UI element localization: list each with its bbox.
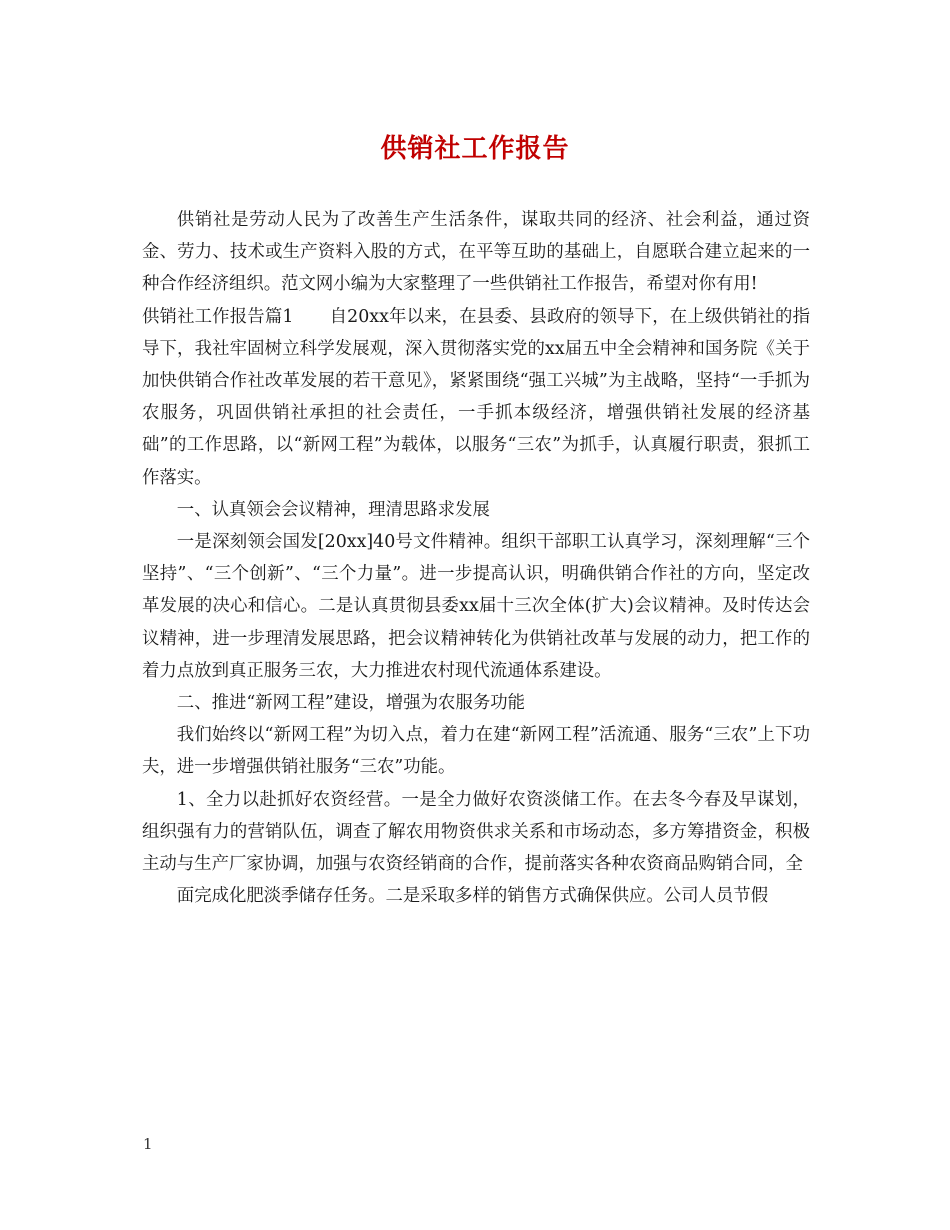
item-1-paragraph: 1、全力以赴抓好农资经营。一是全力做好农资淡储工作。在去冬今春及早谋划，组织强有力的营销队伍，调查了解农用物资供求关系和市场动态，多方筹措资金，积极主动与生产厂家协调，加强与农资经销商的合作，提前落实各种农资商品购销合同，全 xyxy=(142,789,810,875)
item-1-continued-paragraph: 面完成化肥淡季储存任务。二是采取多样的销售方式确保供应。公司人员节假 xyxy=(176,886,769,907)
section-heading-2: 二、推进“新网工程”建设，增强为农服务功能 xyxy=(176,693,526,714)
page-number: 1 xyxy=(143,1135,153,1153)
report-label: 供销社工作报告篇1 xyxy=(142,306,294,327)
section-heading-1: 一、认真领会会议精神，理清思路求发展 xyxy=(176,499,490,520)
document-title: 供销社工作报告 xyxy=(380,134,570,164)
report-first-paragraph xyxy=(142,301,810,494)
document-body xyxy=(142,204,810,912)
section-1-paragraph: 一是深刻领会国发[20xx]40号文件精神。组织干部职工认真学习，深刻理解“三个坚持”、“三个创新”、“三个力量”。进一步提高认识，明确供销合作社的方向，坚定改革发展的决心和信心。二是认真贯彻县委xx届十三次全体(扩大)会议精神。及时传达会议精神，进一步理清发展思路，把会议精神转化为供销社改革与发展的动力，把工作的着力点放到真正服务三农，大力推进农村现代流通体系建设。 xyxy=(142,532,810,681)
intro-paragraph: 供销社是劳动人民为了改善生产生活条件，谋取共同的经济、社会利益，通过资金、劳力、技术或生产资料入股的方式，在平等互助的基础上，自愿联合建立起来的一种合作经济组织。范文网小编为大家整理了一些供销社工作报告，希望对你有用! xyxy=(142,210,810,295)
report-first-text: 自20xx年以来，在县委、县政府的领导下，在上级供销社的指导下，我社牢固树立科学发展观，深入贯彻落实党的xx届五中全会精神和国务院《关于加快供销合作社改革发展的若干意见》，紧紧围绕“强工兴城”为主战略，坚持“一手抓为农服务，巩固供销社承担的社会责任，一手抓本级经济，增强供销社发展的经济基础”的工作思路，以“新网工程”为载体，以服务“三农”为抓手，认真履行职责，狠抓工作落实。 xyxy=(142,306,810,488)
section-2-paragraph: 我们始终以“新网工程”为切入点，着力在建“新网工程”活流通、服务“三农”上下功夫，进一步增强供销社服务“三农”功能。 xyxy=(142,725,810,778)
